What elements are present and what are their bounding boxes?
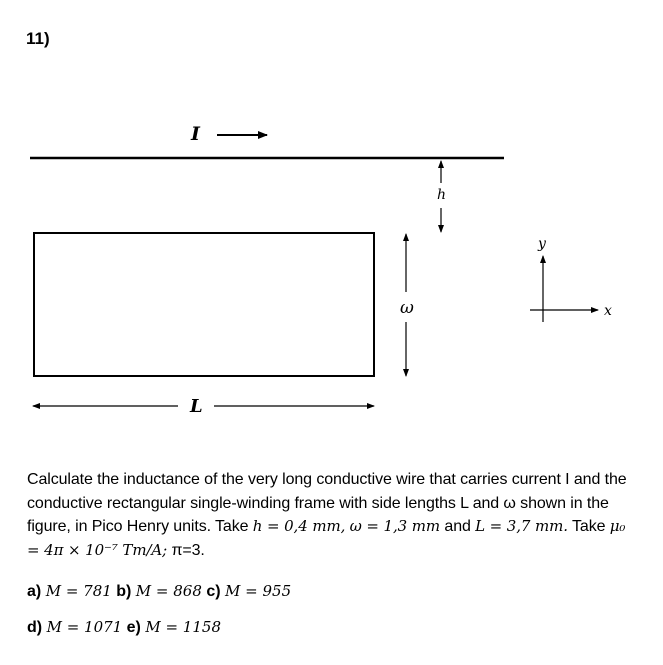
and-text: and: [440, 518, 476, 535]
x-axis-label: x: [604, 303, 612, 319]
rectangular-frame: [34, 233, 374, 376]
h-value: h = 0,4 mm,: [252, 517, 346, 535]
problem-statement: [27, 468, 642, 562]
pi-text: π=3.: [167, 541, 205, 559]
l-value: L = 3,7 mm.: [475, 517, 568, 535]
option-d-label: d): [27, 619, 43, 636]
omega-value: ω = 1,3 mm: [349, 517, 441, 535]
option-c-label: c): [206, 583, 221, 600]
mu-value: μ₀ = 4π × 10⁻⁷ Tm/A;: [27, 517, 626, 559]
omega-label: ω: [400, 298, 414, 318]
question-number: 11): [26, 29, 50, 48]
option-d-value: M = 1071: [46, 618, 123, 636]
answer-row-2: [27, 618, 221, 637]
l-label: L: [190, 396, 203, 417]
option-a-label: a): [27, 583, 42, 600]
take-text: Take: [567, 518, 610, 535]
problem-sentence: Calculate the inductance of the very long conductive wire that carries current I and the conductive rectangular single-winding frame with side lengths L and ω shown in the figure, in Pico Henry units. Take: [27, 471, 627, 535]
y-axis-label: y: [538, 236, 546, 252]
option-c-value: M = 955: [225, 582, 292, 600]
option-a-value: M = 781: [45, 582, 112, 600]
answer-row-1: [27, 582, 291, 601]
option-e-value: M = 1158: [145, 618, 221, 636]
h-label: h: [437, 187, 447, 203]
option-b-value: M = 868: [135, 582, 202, 600]
option-e-label: e): [126, 619, 141, 636]
option-b-label: b): [116, 583, 132, 600]
current-label: I: [191, 123, 200, 145]
